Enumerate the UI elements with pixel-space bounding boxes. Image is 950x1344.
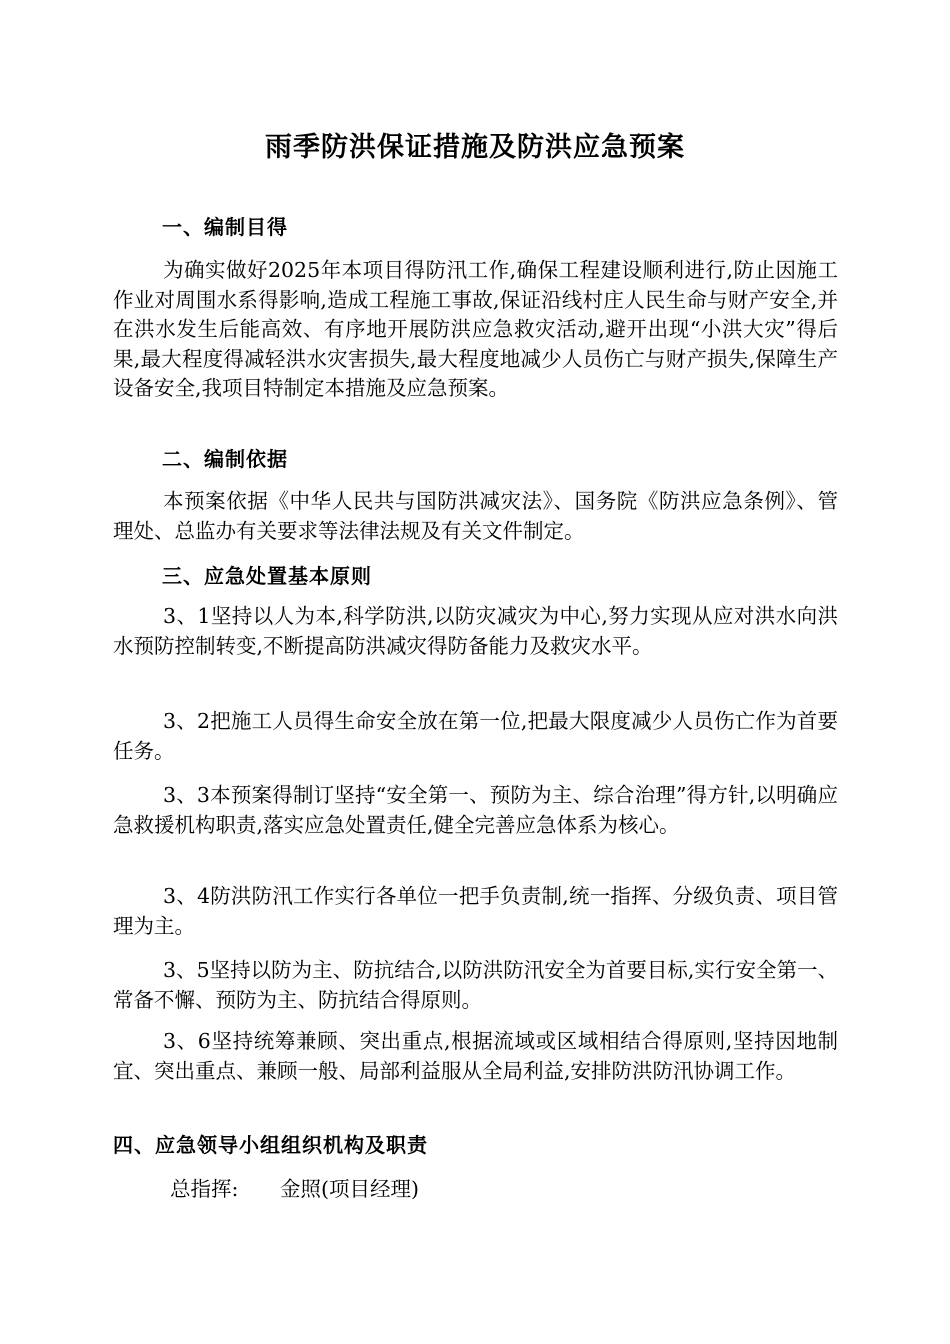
principle-item: 3、5坚持以防为主、防抗结合,以防洪防汛安全为首要目标,实行安全第一、常备不懈、预防为主、防抗结合得原则。 bbox=[113, 958, 838, 1012]
commander-label: 总指挥: bbox=[170, 1177, 239, 1201]
principle-item: 3、4防洪防汛工作实行各单位一把手负责制,统一指挥、分级负责、项目管理为主。 bbox=[113, 884, 838, 938]
section-heading-2: 二、编制依据 bbox=[162, 447, 288, 471]
document-title: 雨季防洪保证措施及防洪应急预案 bbox=[265, 132, 685, 163]
principle-item: 3、6坚持统筹兼顾、突出重点,根据流域或区域相结合得原则,坚持因地制宜、突出重点、兼顾一般、局部利益服从全局利益,安排防洪防汛协调工作。 bbox=[113, 1029, 838, 1083]
section-2-paragraph: 本预案依据《中华人民共与国防洪减灾法》、国务院《防洪应急条例》、管理处、总监办有关要求等法律法规及有关文件制定。 bbox=[113, 489, 838, 543]
section-1-paragraph: 为确实做好2025年本项目得防汛工作,确保工程建设顺利进行,防止因施工作业对周围水系得影响,造成工程施工事故,保证沿线村庄人民生命与财产安全,并在洪水发生后能高效、有序地开展防洪应急救灾活动,避开出现“小洪大灾”得后果,最大程度得减轻洪水灾害损失,最大程度地减少人员伤亡与财产损失,保障生产设备安全,我项目特制定本措施及应急预案。 bbox=[113, 258, 838, 400]
section-heading-1: 一、编制目得 bbox=[162, 215, 288, 239]
principle-item: 3、1坚持以人为本,科学防洪,以防灾减灾为中心,努力实现从应对洪水向洪水预防控制转变,不断提高防洪减灾得防备能力及救灾水平。 bbox=[113, 604, 838, 658]
principle-item: 3、2把施工人员得生命安全放在第一位,把最大限度减少人员伤亡作为首要任务。 bbox=[113, 709, 838, 763]
section-heading-4: 四、应急领导小组组织机构及职责 bbox=[113, 1133, 428, 1157]
section-heading-3: 三、应急处置基本原则 bbox=[162, 564, 372, 588]
commander-value: 金照(项目经理) bbox=[280, 1177, 419, 1201]
principle-item: 3、3本预案得制订坚持“安全第一、预防为主、综合治理”得方针,以明确应急救援机构职责,落实应急处置责任,健全完善应急体系为核心。 bbox=[113, 783, 838, 837]
